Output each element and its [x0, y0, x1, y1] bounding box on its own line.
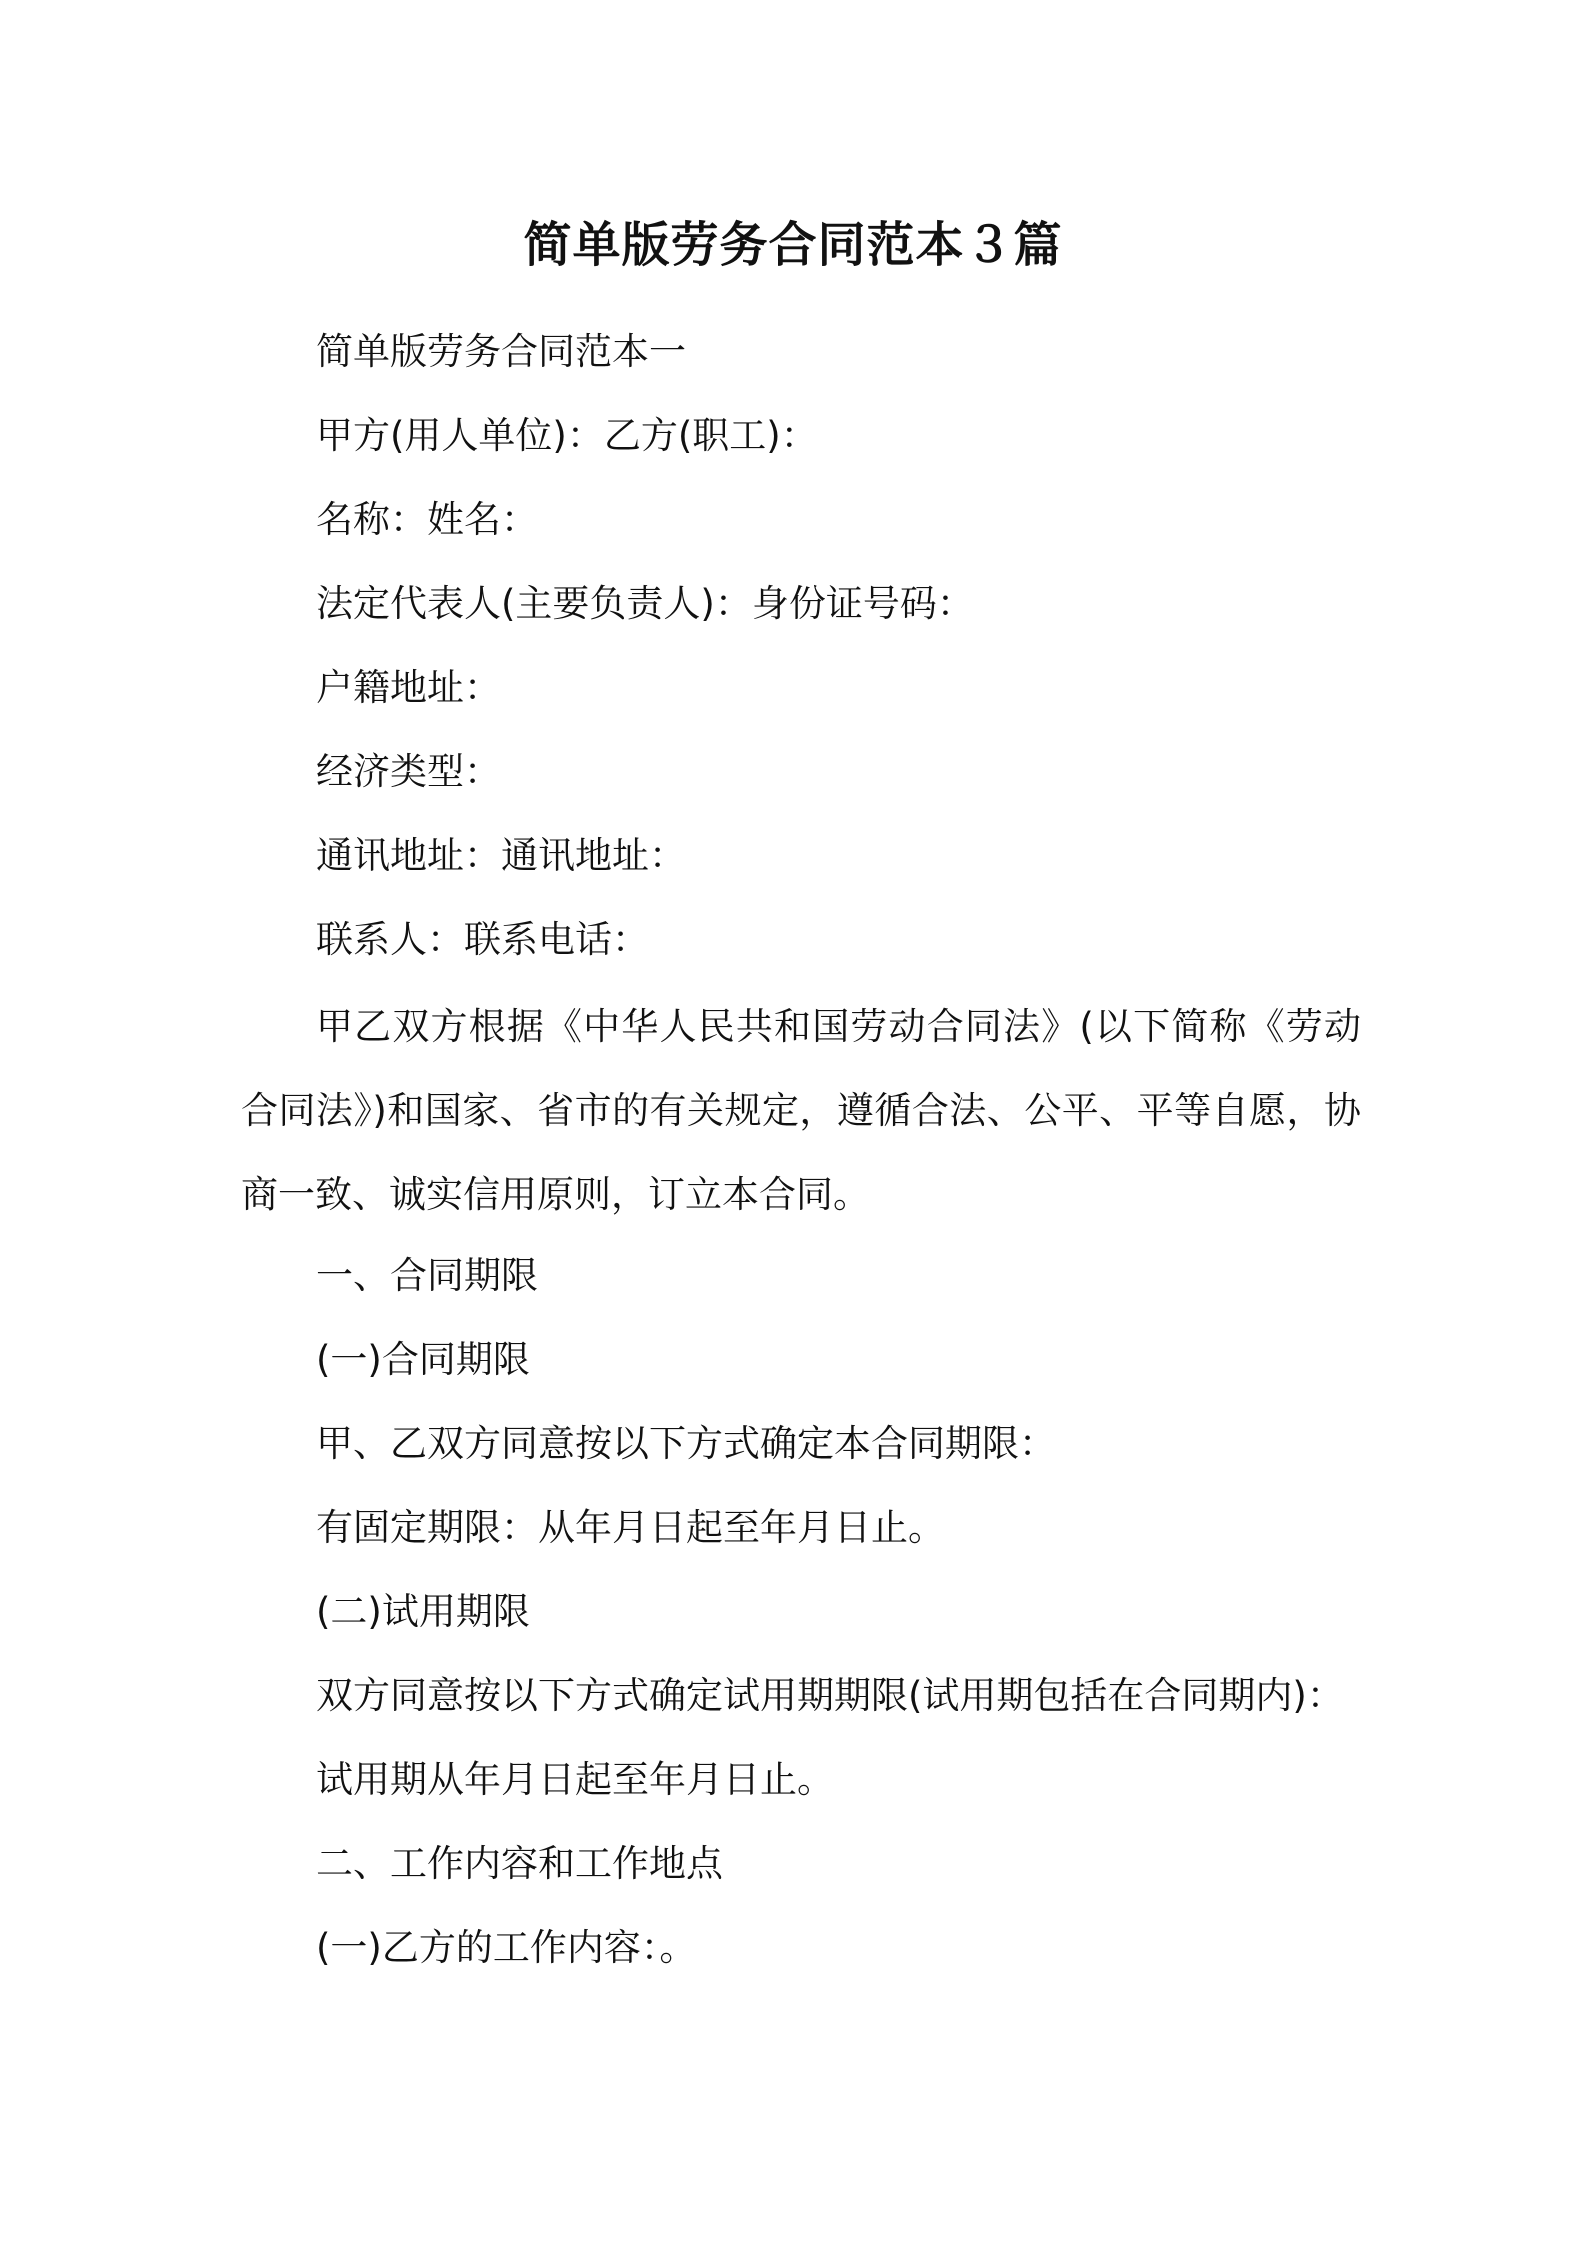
clause-work-content: (一)乙方的工作内容：。	[316, 1926, 697, 1969]
section-heading-contract-one: 简单版劳务合同范本一	[316, 330, 686, 373]
subsection-contract-term: (一)合同期限	[316, 1338, 530, 1381]
section-heading-work-content: 二、工作内容和工作地点	[316, 1842, 723, 1885]
subsection-probation: (二)试用期限	[316, 1590, 530, 1633]
field-mailing-address: 通讯地址：通讯地址：	[316, 834, 686, 877]
field-name: 名称：姓名：	[316, 498, 538, 541]
clause-term-agreement: 甲、乙双方同意按以下方式确定本合同期限：	[316, 1422, 1056, 1465]
field-contact: 联系人：联系电话：	[316, 918, 649, 961]
clause-probation-agreement: 双方同意按以下方式确定试用期期限(试用期包括在合同期内)：	[316, 1674, 1344, 1717]
field-legal-representative-id: 法定代表人(主要负责人)：身份证号码：	[316, 582, 974, 625]
field-economic-type: 经济类型：	[316, 750, 501, 793]
section-heading-contract-term: 一、合同期限	[316, 1254, 538, 1297]
clause-fixed-term: 有固定期限：从年月日起至年月日止。	[316, 1506, 945, 1549]
field-household-address: 户籍地址：	[316, 666, 501, 709]
field-party-a-party-b: 甲方(用人单位)：乙方(职工)：	[316, 414, 818, 457]
intro-paragraph: 甲乙双方根据《中华人民共和国劳动合同法》(以下简称《劳动合同法》)和国家、省市的有关规定，遵循合法、公平、平等自愿，协商一致、诚实信用原则，订立本合同。	[241, 1005, 1361, 1216]
clause-probation-period: 试用期从年月日起至年月日止。	[316, 1758, 834, 1801]
document-title: 简单版劳务合同范本３篇	[523, 217, 1063, 273]
